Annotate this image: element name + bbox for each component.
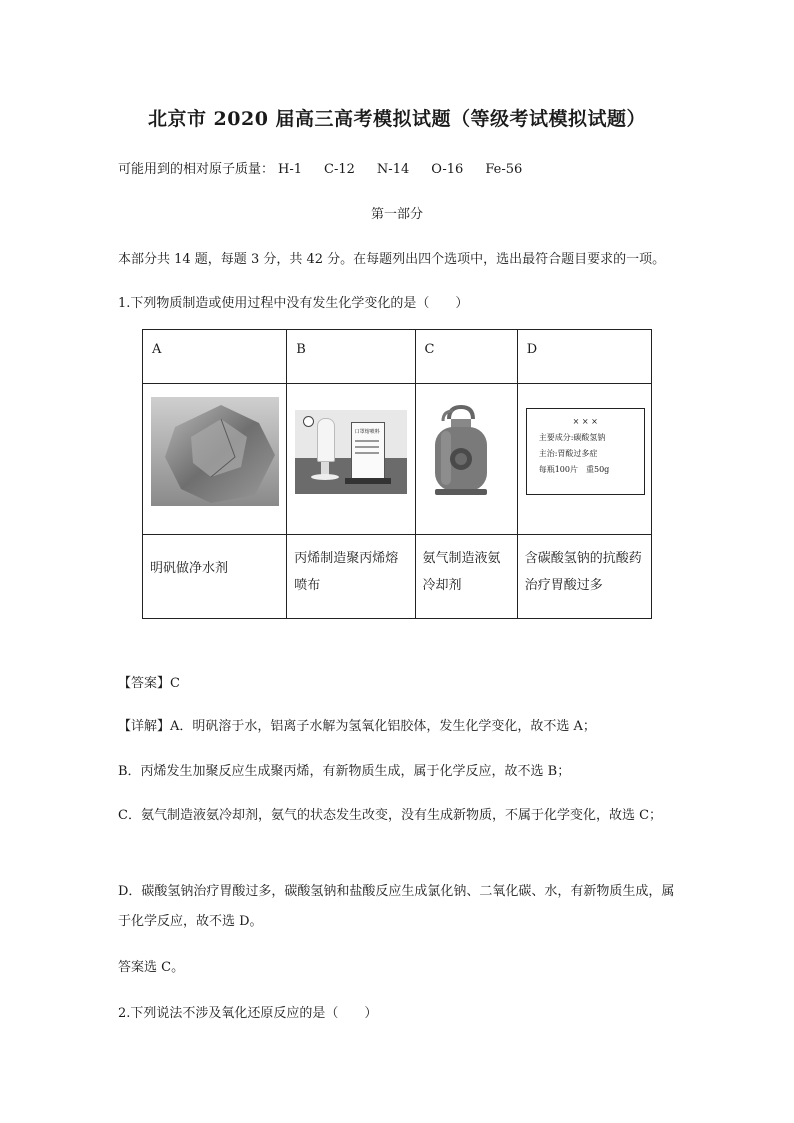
question-2-stem: 2.下列说法不涉及氧化还原反应的是（ ） [118, 1006, 378, 1021]
mass-c: C-12 [324, 162, 355, 177]
option-a-desc: 明矾做净水剂 [143, 535, 287, 619]
option-d-desc: 含碳酸氢钠的抗酸药治疗胃酸过多 [517, 535, 651, 619]
option-c-image-cell [415, 384, 517, 535]
explanation-c: C．氨气制造液氨冷却剂，氨气的状态发生改变，没有生成新物质，不属于化学变化，故选 C； [118, 808, 663, 823]
antacid-label-ingredient: 主要成分:碳酸氢钠 [538, 433, 606, 442]
option-b-desc: 丙烯制造聚丙烯熔喷布 [287, 535, 415, 619]
atomic-masses-label: 可能用到的相对原子质量： [118, 162, 275, 177]
antacid-label-brand: × × × [572, 417, 598, 426]
option-b-header: B [287, 330, 415, 384]
explanation-b: B．丙烯发生加聚反应生成聚丙烯，有新物质生成，属于化学反应，故不选 B； [118, 764, 571, 779]
refrigerant-cylinder-image [431, 405, 491, 497]
answer-conclusion: 答案选 C。 [118, 960, 185, 975]
explanation-a: 【详解】A．明矾溶于水，铝离子水解为氢氧化铝胶体，发生化学变化，故不选 A； [118, 719, 596, 734]
option-d-header: D [517, 330, 651, 384]
mass-h: H-1 [278, 162, 303, 177]
explanation-d: D．碳酸氢钠治疗胃酸过多，碳酸氢钠和盐酸反应生成氯化钠、二氧化碳、水，有新物质生成，属于化学反应，故不选 D。 [118, 884, 675, 929]
mass-fe: Fe-56 [485, 162, 523, 177]
option-b-image-cell [287, 384, 415, 535]
meltblown-fabric-image [295, 410, 407, 494]
alum-crystal-image [151, 397, 279, 506]
antacid-label-dosage: 每瓶100片 重50g [538, 465, 610, 474]
mass-o: O-16 [431, 162, 464, 177]
option-a-header: A [143, 330, 287, 384]
instruction-text: 本部分共 14 题，每题 3 分，共 42 分。在每题列出四个选项中，选出最符合题目要求的一项。 [118, 252, 666, 267]
question-1-stem: 1.下列物质制造或使用过程中没有发生化学变化的是（ ） [118, 296, 469, 311]
meltblown-label: 口罩熔喷料 [354, 429, 380, 435]
option-d-image-cell [517, 384, 651, 535]
atomic-masses [118, 158, 544, 177]
option-c-desc: 氨气制造液氨冷却剂 [415, 535, 517, 619]
answer-line: 【答案】C [118, 676, 180, 691]
option-a-image-cell [143, 384, 287, 535]
antacid-label-image [526, 408, 645, 495]
question-1-table [142, 329, 652, 619]
mass-n: N-14 [376, 162, 410, 177]
antacid-label-indication: 主治:胃酸过多症 [538, 449, 598, 458]
section-heading: 第一部分 [370, 207, 423, 222]
page-title: 北京市 2020 届高三高考模拟试题（等级考试模拟试题） [147, 108, 647, 130]
option-c-header: C [415, 330, 517, 384]
